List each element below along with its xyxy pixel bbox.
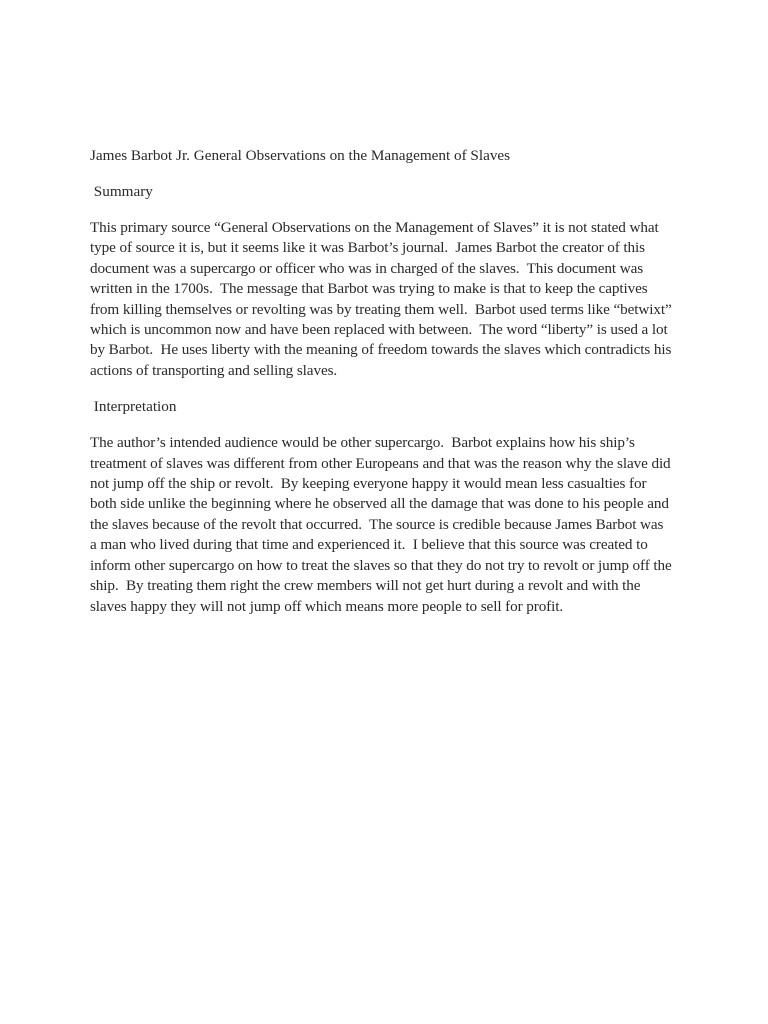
interpretation-line: not jump off the ship or revolt. By keeping everyone happy it would mean less casualties for xyxy=(90,475,647,493)
summary-line: actions of transporting and selling slaves. xyxy=(90,361,338,379)
document-page xyxy=(90,146,690,633)
interpretation-line: The author’s intended audience would be other supercargo. Barbot explains how his ship’s xyxy=(90,434,635,452)
summary-paragraph xyxy=(90,218,690,381)
interpretation-line: ship. By treating them right the crew members will not get hurt during a revolt and with the xyxy=(90,577,641,595)
interpretation-line: both side unlike the beginning where he observed all the damage that was done to his people and xyxy=(90,495,669,513)
summary-line: which is uncommon now and have been replaced with between. The word “liberty” is used a lot xyxy=(90,321,668,339)
summary-line: document was a supercargo or officer who was in charged of the slaves. This document was xyxy=(90,259,644,277)
summary-line: by Barbot. He uses liberty with the meaning of freedom towards the slaves which contradicts his xyxy=(90,341,672,359)
summary-line: from killing themselves or revolting was by treating them well. Barbot used terms like “betwixt” xyxy=(90,300,672,318)
interpretation-line: the slaves because of the revolt that occurred. The source is credible because James Barbot was xyxy=(90,515,664,533)
document-title: James Barbot Jr. General Observations on the Management of Slaves xyxy=(90,147,511,164)
interpretation-line: slaves happy they will not jump off which means more people to sell for profit. xyxy=(90,597,564,615)
interpretation-line: a man who lived during that time and experienced it. I believe that this source was created to xyxy=(90,536,648,554)
summary-line: written in the 1700s. The message that Barbot was trying to make is that to keep the captives xyxy=(90,280,648,298)
interpretation-line: inform other supercargo on how to treat the slaves so that they do not try to revolt or jump off the xyxy=(90,556,672,574)
interpretation-line: treatment of slaves was different from other Europeans and that was the reason why the slave did xyxy=(90,454,671,472)
summary-heading: Summary xyxy=(90,183,153,200)
interpretation-paragraph xyxy=(90,433,690,617)
interpretation-heading: Interpretation xyxy=(90,398,177,416)
summary-line: type of source it is, but it seems like it was Barbot’s journal. James Barbot the creator of this xyxy=(90,239,645,257)
summary-line: This primary source “General Observations on the Management of Slaves” it is not stated what xyxy=(90,219,659,236)
